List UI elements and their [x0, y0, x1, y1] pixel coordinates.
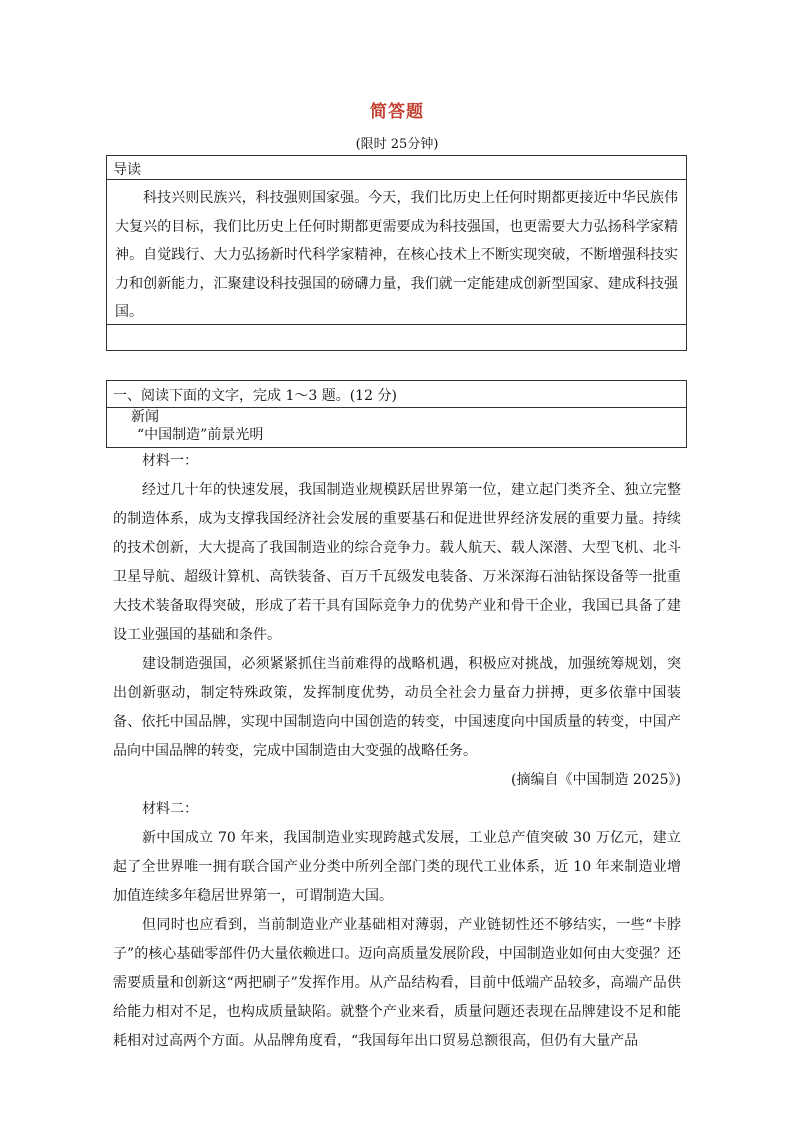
material2-paragraph-2: 但同时也应看到，当前制造业产业基础相对薄弱，产业链韧性还不够结实，一些“卡脖子”的核心基础零部件仍大量依赖进口。迈向高质量发展阶段，中国制造业如何由大变强？还需要质量和创新这“两把刷子”发挥作用。从产品结构看，目前中低端产品较多，高端产品供给能力相对不足，也构成质量缺陷。就整个产业来看，质量问题还表现在品牌建设不足和能耗相对过高两个方面。从品牌角度看，“我国每年出口贸易总额很高，但仍有大量产品 — [113, 917, 681, 1049]
material1-paragraph-1: 经过几十年的快速发展，我国制造业规模跃居世界第一位，建立起门类齐全、独立完整的制造体系，成为支撑我国经济社会发展的重要基石和促进世界经济发展的重要力量。持续的技术创新，大大提高了我国制造业的综合竞争力。载人航天、载人深潜、大型飞机、北斗卫星导航、超级计算机、高铁装备、百万千瓦级发电装备、万米深海石油钻探设备等一批重大技术装备取得突破，形成了若干具有国际竞争力的优势产业和骨干企业，我国已具备了建设工业强国的基础和条件。 — [113, 482, 681, 643]
news-headline: “中国制造”前景光明 — [137, 427, 264, 443]
material1-label: 材料一： — [142, 453, 198, 469]
question-instruction: 一、阅读下面的文字，完成 1～3 题。(12 分) — [107, 381, 686, 408]
material2-paragraph-1: 新中国成立 70 年来，我国制造业实现跨越式发展，工业总产值突破 30 万亿元，建立起了全世界唯一拥有联合国产业分类中所列全部门类的现代工业体系，近 10 年来制造业增加值连续多年稳居世界第一，可谓制造大国。 — [113, 830, 681, 904]
guide-box — [106, 155, 687, 351]
question-box — [106, 380, 687, 448]
news-block — [107, 408, 686, 444]
material2-label: 材料二： — [142, 801, 198, 817]
time-limit: (限时 25分钟) — [355, 137, 439, 152]
material1-source: (摘编自《中国制造 2025》) — [510, 772, 681, 788]
news-label: 新闻 — [131, 409, 159, 425]
page-title: 简答题 — [370, 102, 424, 122]
reading-material — [113, 447, 681, 1056]
guide-text: 科技兴则民族兴，科技强则国家强。今天，我们比历史上任何时期都更接近中华民族伟大复兴的目标，我们比历史上任何时期都更需要成为科技强国，也更需要大力弘扬科学家精神。自觉践行、大力弘扬新时代科学家精神，在核心技术上不断实现突破，不断增强科技实力和创新能力，汇聚建设科技强国的磅礴力量，我们就一定能建成创新型国家、建成科技强国。 — [107, 180, 686, 325]
material1-paragraph-2: 建设制造强国，必须紧紧抓住当前难得的战略机遇，积极应对挑战，加强统筹规划，突出创新驱动，制定特殊政策，发挥制度优势，动员全社会力量奋力拼搏，更多依靠中国装备、依托中国品牌，实现中国制造向中国创造的转变，中国速度向中国质量的转变，中国产品向中国品牌的转变，完成中国制造由大变强的战略任务。 — [113, 656, 681, 759]
guide-heading: 导读 — [107, 156, 686, 180]
